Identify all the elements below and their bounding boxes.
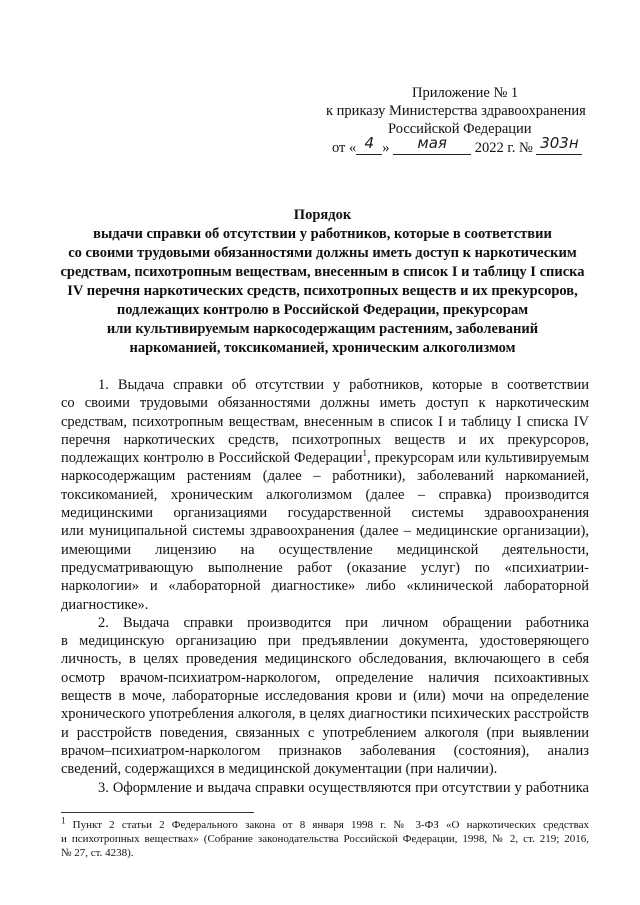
paragraph-line: имеющими лицензию на осуществление медицинской деятельности, bbox=[61, 541, 589, 558]
paragraph-line-part: подлежащих контролю в Российской Федерации bbox=[61, 450, 363, 467]
appendix-order-ref: к приказу Министерства здравоохранения bbox=[326, 103, 586, 119]
appendix-date-line bbox=[332, 134, 582, 157]
footnote bbox=[61, 815, 589, 860]
paragraph-line: или муниципальной системы здравоохранения (далее – медицинские организации), bbox=[61, 523, 589, 540]
paragraph-line: со своими трудовыми обязанностями должны иметь доступ к наркотическим bbox=[61, 395, 589, 412]
appendix-title: Приложение № 1 bbox=[412, 85, 519, 101]
footnote-line-text: Пункт 2 статьи 2 Федерального закона от 8 января 1998 г. № 3-ФЗ «О наркотических средствах bbox=[65, 819, 589, 831]
paragraph-2 bbox=[61, 614, 589, 779]
paragraph-line: 3. Оформление и выдача справки осуществляются при отсутствии у работника bbox=[98, 779, 589, 796]
footnote-reference[interactable]: 1 bbox=[362, 448, 368, 459]
paragraph-line: наркологии» и «лабораторной диагностике» либо «клинической лабораторной bbox=[61, 578, 589, 595]
paragraph-line: врачом–психиатром-наркологом признаков заболевания (состояния), анализ bbox=[61, 742, 589, 759]
footnote-line: и психотропных веществах» (Собрание законодательства Российской Федерации, 1998, № 2, ст. 219; 2016, bbox=[61, 833, 589, 845]
date-day-field bbox=[356, 134, 382, 155]
paragraph-line: диагностике». bbox=[61, 596, 149, 613]
order-number: 303н bbox=[540, 134, 579, 152]
appendix-ministry: Российской Федерации bbox=[388, 121, 532, 137]
paragraph-line: осмотр врачом-психиатром-наркологом, определение наличия психоактивных bbox=[61, 669, 589, 686]
footnote-line: № 27, ст. 4238). bbox=[61, 847, 134, 859]
title-line: подлежащих контролю в Российской Федерации, прекурсорам bbox=[116, 302, 529, 318]
paragraph-line: 1. Выдача справки об отсутствии у работников, которые в соответствии bbox=[98, 377, 589, 393]
footnote-marker: 1 bbox=[61, 815, 66, 826]
date-mid: » bbox=[382, 140, 390, 156]
paragraph-line: и расстройств поведения, связанных с употреблением алкоголя (при выявлении bbox=[61, 724, 589, 741]
title-line: наркоманией, токсикоманией, хроническим алкоголизмом bbox=[129, 340, 516, 356]
paragraph-line: 2. Выдача справки производится при личном обращении работника bbox=[98, 614, 589, 631]
paragraph-line: сведений, содержащихся в медицинской документации (при наличии). bbox=[61, 761, 498, 778]
title-line: со своими трудовыми обязанностями должны иметь доступ к наркотическим bbox=[68, 245, 577, 261]
date-month-field bbox=[393, 134, 471, 155]
paragraph-line: наркосодержащим растениям (далее – работники), заболеваний наркоманией, bbox=[61, 468, 589, 485]
paragraph-line: медицинскими организациями государственной системы здравоохранения bbox=[61, 505, 589, 522]
title-line: или культивируемым наркосодержащим растениям, заболеваний bbox=[106, 321, 539, 337]
paragraph-line: токсикоманией, хроническим алкоголизмом (далее – справка) производится bbox=[61, 486, 589, 503]
date-day: 4 bbox=[364, 134, 375, 152]
date-prefix: от « bbox=[332, 140, 357, 156]
paragraph-line: в медицинскую организацию при предъявлении документа, удостоверяющего bbox=[61, 633, 589, 650]
footnote-line bbox=[61, 815, 589, 832]
paragraph-line: веществ в моче, лабораторные исследования крови и (или) мочи на определение bbox=[61, 688, 589, 705]
document-title bbox=[60, 206, 585, 358]
paragraph-line: хронического употребления алкоголя, в целях диагностики психических расстройств bbox=[61, 706, 589, 723]
title-line: выдачи справки об отсутствии у работников, которые в соответствии bbox=[93, 226, 552, 242]
footnote-divider bbox=[61, 812, 254, 813]
paragraph-line bbox=[61, 449, 589, 467]
paragraph-line: предусматривающую выполнение работ (оказание услуг) по «психиатрии- bbox=[61, 559, 589, 576]
date-month: мая bbox=[417, 134, 447, 152]
paragraph-line-part: , прекурсорам или культивируемым bbox=[367, 450, 590, 467]
title-line: IV перечня наркотических средств, психотропных веществ и их прекурсоров, bbox=[67, 283, 578, 299]
order-number-field bbox=[536, 134, 582, 155]
paragraph-1 bbox=[61, 376, 589, 614]
paragraph-3 bbox=[61, 779, 589, 797]
date-year: 2022 г. № bbox=[474, 140, 533, 156]
paragraph-line: средствам, психотропным веществам, внесенным в список I и таблицу I списка IV bbox=[61, 413, 589, 430]
title-heading: Порядок bbox=[293, 207, 352, 223]
title-line: средствам, психотропным веществам, внесенным в список I и таблицу I списка bbox=[60, 264, 585, 280]
document-body bbox=[61, 376, 589, 797]
paragraph-line: перечня наркотических средств, психотропных веществ и их прекурсоров, bbox=[61, 431, 589, 448]
paragraph-line: личность, в целях проведения медицинского обследования, включающего в себя bbox=[61, 651, 589, 668]
